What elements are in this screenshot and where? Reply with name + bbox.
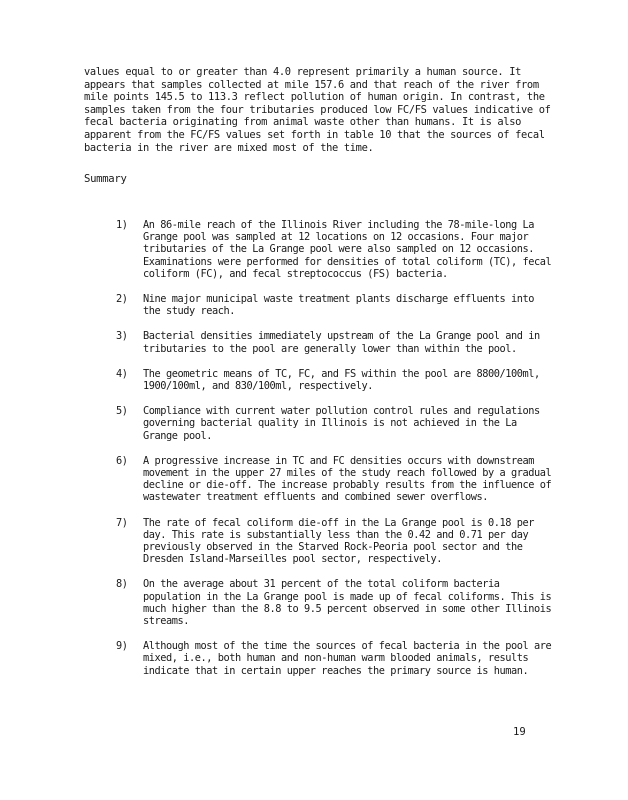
item-number: 3)	[116, 330, 128, 343]
item-text: A progressive increase in TC and FC densities occurs with downstream movement in the upper 27 miles of the study reach followed by a gradual decline or die-off. The increase probably results from the influence of wastewater treatment effluents and combined sewer overflows.	[143, 454, 552, 504]
summary-item-8	[116, 578, 556, 627]
item-number: 5)	[116, 405, 128, 418]
item-number: 2)	[116, 293, 128, 306]
summary-item-5	[116, 405, 556, 442]
item-text: On the average about 31 percent of the total coliform bacteria population in the La Grange pool is made up of fecal coliforms. This is much higher than the 8.8 to 9.5 percent observed in some other Illinois streams.	[143, 578, 552, 628]
page-number: 19	[513, 726, 526, 738]
intro-paragraph: values equal to or greater than 4.0 represent primarily a human source. It appears that samples collected at mile 157.6 and that reach of the river from mile points 145.5 to 113.3 reflect pollution of human origin. In contrast, the samples taken from the four tributaries produced low FC/FS values indicative of fecal bacteria originating from animal waste other than humans. It is also apparent from the FC/FS values set forth in table 10 that the sources of fecal bacteria in the river are mixed most of the time.	[84, 66, 551, 154]
summary-item-3	[116, 330, 556, 354]
item-number: 9)	[116, 640, 128, 653]
summary-item-4	[116, 368, 556, 392]
summary-item-2	[116, 293, 556, 317]
item-text: Compliance with current water pollution control rules and regulations governing bacterial quality in Illinois is not achieved in the La Grange pool.	[143, 405, 540, 442]
summary-item-1	[116, 219, 556, 280]
item-number: 7)	[116, 516, 128, 529]
summary-list	[116, 219, 556, 690]
summary-heading: Summary	[84, 173, 127, 185]
summary-item-7	[116, 517, 556, 566]
summary-item-6	[116, 455, 556, 504]
intro-text-block	[84, 66, 554, 154]
summary-item-9	[116, 640, 556, 677]
item-text: The geometric means of TC, FC, and FS within the pool are 8800/100ml, 1900/100ml, and 830/100ml, respectively.	[143, 367, 540, 393]
item-number: 1)	[116, 219, 128, 231]
item-text: Bacterial densities immediately upstream of the La Grange pool and in tributaries to the pool are generally lower than within the pool.	[143, 330, 540, 355]
item-number: 4)	[116, 367, 128, 380]
item-text: The rate of fecal coliform die-off in the La Grange pool is 0.18 per day. This rate is substantially less than the 0.42 and 0.71 per day previously observed in the Starved Rock-Peoria pool sector and the Dresden Island-Marseilles pool sector, respectively.	[143, 516, 534, 566]
item-text: An 86-mile reach of the Illinois River including the 78-mile-long La Grange pool was sampled at 12 locations on 12 occasions. Four major tributaries of the La Grange pool were also sampled on 12 occasions. Examinations were performed for densities of total coliform (TC), fecal coliform (FC), and fecal streptococcus (FS) bacteria.	[143, 219, 552, 280]
item-text: Although most of the time the sources of fecal bacteria in the pool are mixed, i.e., both human and non-human warm blooded animals, results indicate that in certain upper reaches the primary source is human.	[143, 640, 552, 677]
item-text: Nine major municipal waste treatment plants discharge effluents into the study reach.	[143, 293, 534, 318]
item-number: 8)	[116, 578, 128, 591]
item-number: 6)	[116, 454, 128, 467]
